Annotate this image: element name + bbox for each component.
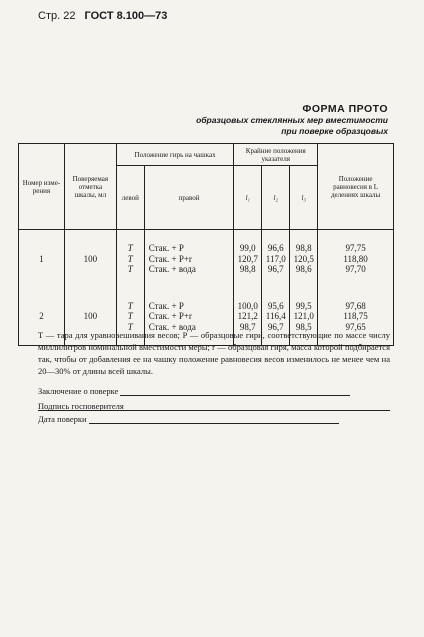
l2-value: 117,0 [265, 253, 286, 264]
left-pan-value: T [127, 253, 133, 264]
standard-number: ГОСТ 8.100—73 [84, 10, 168, 22]
right-pan-value: Стак. + вода [148, 264, 196, 274]
signature-field[interactable] [126, 402, 346, 411]
l1-value: 98,7 [239, 321, 256, 332]
header-pointer: Крайние положения указателя [234, 144, 318, 166]
header-l1: l₁ [234, 166, 262, 230]
legend-note [38, 329, 390, 377]
l1-cell [234, 230, 262, 288]
page-header [38, 10, 167, 22]
legend-text: T — тара для уравновешивания весов; P — образцовые гири, соответствующие по массе числу миллилитров номинальной вместимости меры; r — образцовая гиря, масса которой подбирается так, чтобы от добавления ее на чашку положение равновесия весов изменилось не менее чем на 20—30% от длины всей шкалы. [38, 330, 390, 376]
equilibrium-value: 118,75 [343, 311, 368, 321]
header-equilibrium: Положение равновесия в L делениях шкалы [318, 144, 394, 230]
l3-value: 98,6 [295, 264, 312, 274]
row-mark: 100 [64, 230, 116, 288]
equilibrium-value: 97,68 [345, 300, 366, 311]
header-weights: Положение гирь на чашках [116, 144, 234, 166]
left-pan-value: T [127, 321, 133, 332]
l3-value: 99,5 [295, 300, 312, 311]
equilibrium-value: 97,65 [345, 321, 366, 332]
table-row [19, 230, 394, 288]
l1-value: 100,0 [237, 300, 258, 311]
l1-value: 99,0 [239, 243, 256, 253]
l3-value: 120,5 [293, 253, 314, 264]
l3-value: 121,0 [293, 311, 314, 321]
measurement-table [18, 143, 394, 346]
header-l2: l₂ [262, 166, 290, 230]
header-mark: Поверяемая отметка шкалы, мл [64, 144, 116, 230]
row-number: 2 [19, 288, 65, 346]
date-line [38, 414, 339, 424]
signature-label: Подпись госповерителя [38, 401, 124, 411]
equilibrium-cell [318, 230, 394, 288]
left-pan-value: T [127, 264, 133, 274]
title-line-1: ФОРМА ПРОТО [302, 103, 388, 115]
l1-value: 121,2 [237, 311, 258, 321]
l3-value: 98,5 [295, 321, 312, 332]
row-mark: 100 [64, 288, 116, 346]
row-number: 1 [19, 230, 65, 288]
right-pan-cell [144, 230, 234, 288]
signature-line [38, 401, 346, 411]
l2-value: 96,7 [267, 264, 284, 274]
form-title [196, 103, 388, 137]
title-line-3: при поверке образцовых [281, 126, 388, 136]
l1-value: 98,8 [239, 264, 256, 274]
right-pan-value: Стак. + вода [148, 321, 196, 332]
date-field[interactable] [89, 415, 339, 424]
l3-cell [290, 230, 318, 288]
l2-value: 96,7 [267, 321, 284, 332]
left-pan-value: T [127, 243, 133, 253]
left-pan-cell [116, 230, 144, 288]
conclusion-line [38, 386, 350, 396]
right-pan-value: Стак. + P [148, 300, 184, 311]
header-right-pan: правой [144, 166, 234, 230]
header-left-pan: левой [116, 166, 144, 230]
date-label: Дата поверки [38, 414, 87, 424]
right-pan-value: Стак. + P+r [148, 253, 192, 264]
right-pan-value: Стак. + P+r [148, 311, 192, 321]
left-pan-value: T [127, 300, 133, 311]
header-l3: l₃ [290, 166, 318, 230]
l3-value: 98,8 [295, 243, 312, 253]
l1-value: 120,7 [237, 253, 258, 264]
l2-value: 95,6 [267, 300, 284, 311]
equilibrium-value: 97,70 [345, 264, 366, 274]
right-pan-value: Стак. + P [148, 243, 184, 253]
l2-value: 116,4 [265, 311, 286, 321]
l2-cell [262, 230, 290, 288]
l2-value: 96,6 [267, 243, 284, 253]
header-number: Номер изме-рения [19, 144, 65, 230]
conclusion-field[interactable] [120, 387, 350, 396]
equilibrium-value: 118,80 [343, 253, 368, 264]
page-number: Стр. 22 [38, 10, 76, 22]
equilibrium-value: 97,75 [345, 243, 366, 253]
conclusion-label: Заключение о поверке [38, 386, 119, 396]
left-pan-value: T [127, 311, 133, 321]
title-line-2: образцовых стеклянных мер вместимости [196, 115, 388, 125]
